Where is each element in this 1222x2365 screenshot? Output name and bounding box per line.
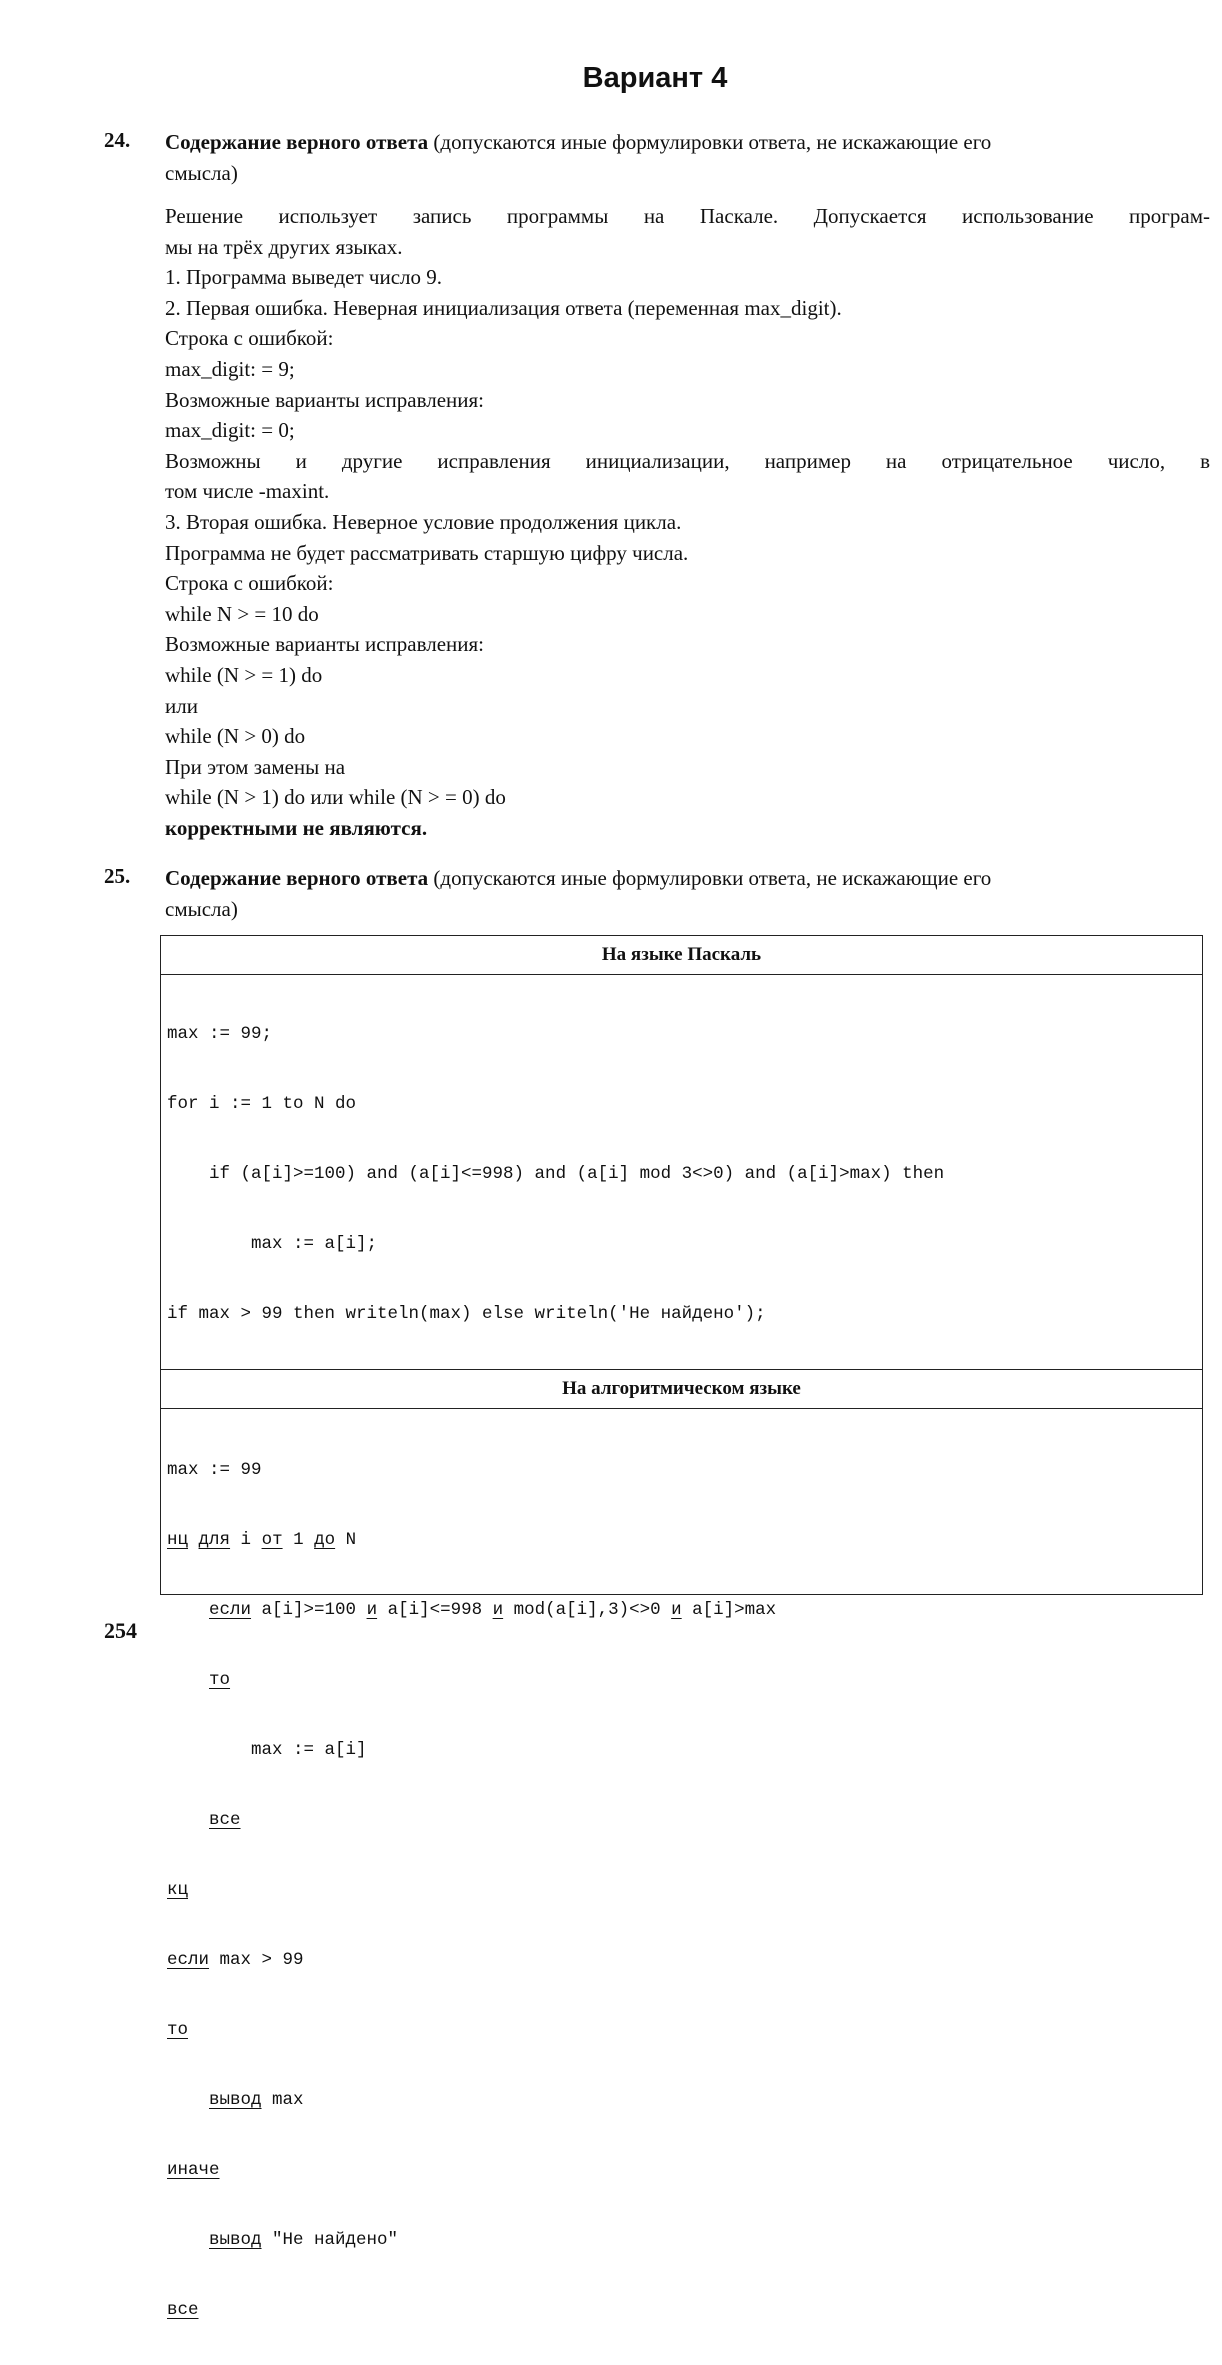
code-keyword: вывод	[209, 2090, 262, 2110]
code-text: max := a[i]	[251, 1740, 367, 1760]
answer-line: том числе -maxint.	[165, 479, 330, 504]
q24-heading-rest: (допускаются иные формулировки ответа, не искажающие его	[428, 130, 992, 154]
code-text: a[i]>=100	[251, 1600, 367, 1620]
answer-line: while (N > 0) do	[165, 724, 306, 749]
q25-heading-rest: (допускаются иные формулировки ответа, не искажающие его	[428, 866, 992, 890]
pascal-header: На языке Паскаль	[161, 936, 1202, 975]
answer-line: Возможны и другие исправления инициализации, например на отрицательное число, в	[165, 448, 1210, 473]
question-24-answer	[165, 201, 1210, 843]
code-line	[167, 1875, 1202, 1905]
answer-line: Возможные варианты исправления:	[165, 632, 485, 657]
answer-line: Строка с ошибкой:	[165, 571, 334, 596]
code-line: for i := 1 to N do	[167, 1094, 357, 1114]
page-title: Вариант 4	[582, 62, 728, 94]
page-number: 254	[104, 1618, 137, 1643]
code-keyword: если	[167, 1950, 210, 1970]
code-text: N	[335, 1530, 357, 1550]
code-text: 1	[282, 1530, 315, 1550]
code-text: i	[230, 1530, 262, 1550]
code-keyword: вывод	[209, 2230, 262, 2250]
question-25-number: 25.	[104, 864, 131, 888]
code-line	[167, 2295, 1202, 2325]
code-keyword: и	[492, 1600, 504, 1620]
pascal-code	[161, 975, 1202, 1369]
question-25-heading	[165, 863, 1205, 925]
code-keyword: для	[198, 1530, 231, 1550]
q24-heading-line2: смысла)	[165, 161, 238, 185]
q24-heading-bold: Содержание верного ответа	[165, 130, 429, 154]
code-keyword: то	[167, 2020, 189, 2040]
code-keyword: до	[314, 1530, 336, 1550]
answer-line: while (N > = 1) do	[165, 662, 323, 687]
code-text: a[i]>max	[681, 1600, 777, 1620]
algo-header: На алгоритмическом языке	[161, 1369, 1202, 1409]
code-keyword: нц	[167, 1530, 189, 1550]
code-line	[167, 2155, 1202, 2185]
code-keyword: то	[209, 1670, 231, 1690]
code-line: max := 99	[167, 1460, 262, 1480]
algo-code	[161, 1409, 1202, 2365]
answer-line: Возможные варианты исправления:	[165, 387, 485, 412]
answer-line: При этом замены на	[165, 754, 346, 779]
code-keyword: если	[209, 1600, 252, 1620]
answer-line: max_digit: = 9;	[165, 356, 295, 381]
code-line	[167, 1525, 1202, 1555]
code-line: max := a[i];	[167, 1234, 378, 1254]
code-line	[167, 2225, 1202, 2255]
code-line	[167, 1595, 1202, 1625]
code-line	[167, 2085, 1202, 2115]
code-text: a[i]<=998	[377, 1600, 493, 1620]
answer-line: 1. Программа выведет число 9.	[165, 265, 442, 290]
answer-line: while N > = 10 do	[165, 601, 319, 626]
answer-line: max_digit: = 0;	[165, 418, 295, 443]
code-line: max := 99;	[167, 1024, 273, 1044]
code-keyword: от	[261, 1530, 283, 1550]
code-line: if (a[i]>=100) and (a[i]<=998) and (a[i] mod 3<>0) and (a[i]>max) then	[167, 1164, 945, 1184]
code-line	[167, 1805, 1202, 1835]
q25-heading-line2: смысла)	[165, 897, 238, 921]
code-keyword: и	[366, 1600, 378, 1620]
code-text: "Не найдено"	[261, 2230, 399, 2250]
code-keyword: иначе	[167, 2160, 220, 2180]
code-line: if max > 99 then writeln(max) else writeln('Не найдено');	[167, 1304, 766, 1324]
answer-line: или	[165, 693, 198, 718]
answer-line: Программа не будет рассматривать старшую цифру числа.	[165, 540, 689, 565]
code-line	[167, 1945, 1202, 1975]
question-24-number: 24.	[104, 128, 131, 152]
code-keyword: и	[671, 1600, 682, 1620]
code-line	[167, 1665, 1202, 1695]
q25-heading-bold: Содержание верного ответа	[165, 866, 429, 890]
answer-line: 2. Первая ошибка. Неверная инициализация ответа (переменная max_digit).	[165, 295, 842, 320]
code-keyword: все	[209, 1810, 241, 1830]
answer-line: while (N > 1) do или while (N > = 0) do	[165, 785, 506, 810]
code-line	[167, 1735, 1202, 1765]
answer-line: мы на трёх других языках.	[165, 234, 403, 259]
solution-table	[160, 935, 1203, 2320]
answer-line: Решение использует запись программы на Паскале. Допускается использование програм-	[165, 204, 1210, 228]
code-text: max > 99	[209, 1950, 304, 1970]
answer-line: 3. Вторая ошибка. Неверное условие продолжения цикла.	[165, 509, 682, 534]
answer-line: Строка с ошибкой:	[165, 326, 334, 351]
code-keyword: все	[167, 2300, 199, 2320]
code-line	[167, 2015, 1202, 2045]
code-text: mod(a[i],3)<>0	[503, 1600, 672, 1620]
question-24-heading	[165, 127, 1205, 189]
answer-line: корректными не являются.	[165, 815, 428, 840]
code-keyword: кц	[167, 1880, 189, 1900]
code-text: max	[261, 2090, 304, 2110]
